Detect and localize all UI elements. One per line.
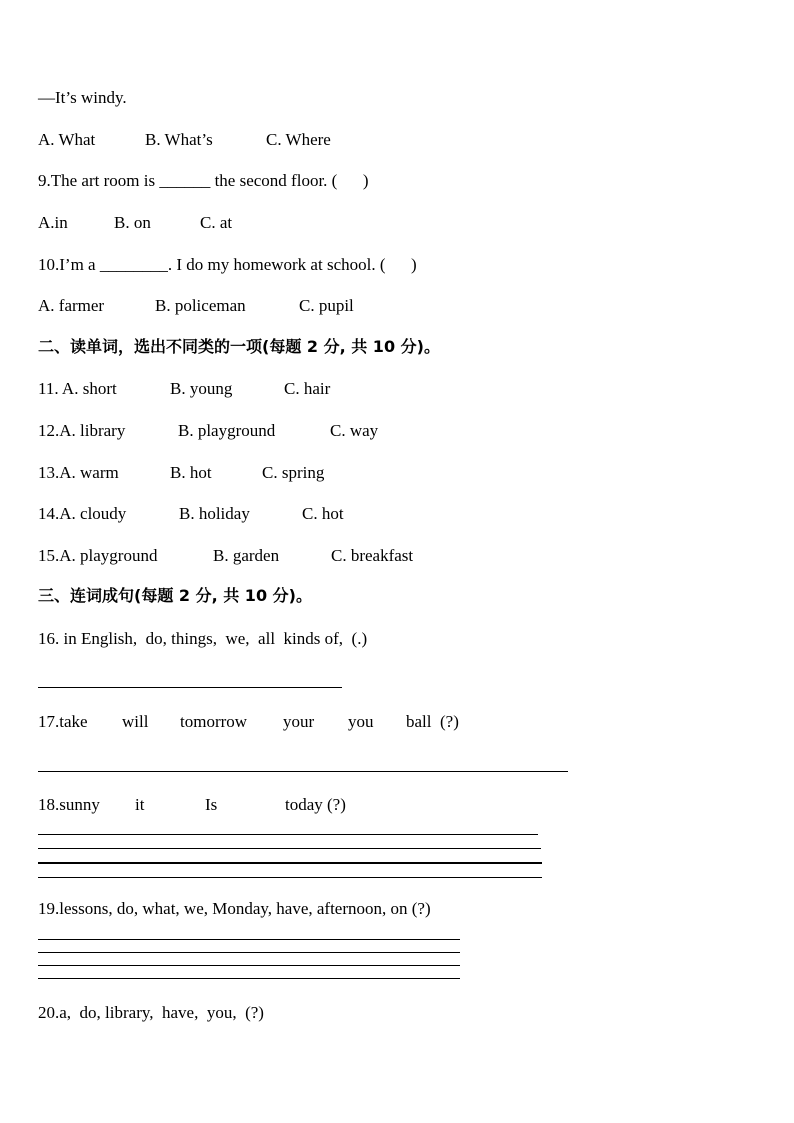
q9-option-c: C. at <box>200 213 233 232</box>
q16-words: 16. in English, do, things, we, all kinds of, (.) <box>38 629 368 648</box>
q17-word-3: tomorrow <box>180 712 248 731</box>
q9-stem: 9.The art room is ______ the second floor. ( ) <box>38 171 369 190</box>
q12-option-b: B. playground <box>178 421 276 440</box>
section-3-heading: 三、连词成句(每题 2 分, 共 10 分)。 <box>38 586 312 605</box>
q14-option-b: B. holiday <box>179 504 250 523</box>
q17-answer-line <box>38 771 568 772</box>
q17-word-4: your <box>283 712 315 731</box>
q8-option-a: A. What <box>38 130 96 149</box>
q11-option-c: C. hair <box>284 379 331 398</box>
q19-answer-line-1 <box>38 939 460 940</box>
q10-stem: 10.I’m a ________. I do my homework at school. ( ) <box>38 255 417 274</box>
q14-option-c: C. hot <box>302 504 344 523</box>
q12-option-c: C. way <box>330 421 379 440</box>
q19-answer-line-2 <box>38 952 460 953</box>
q8-answer-line: —It’s windy. <box>38 88 127 107</box>
q13-option-b: B. hot <box>170 463 212 482</box>
q10-option-a: A. farmer <box>38 296 105 315</box>
q20-words: 20.a, do, library, have, you, (?) <box>38 1003 264 1022</box>
q10-option-c: C. pupil <box>299 296 354 315</box>
q18-answer-line-1 <box>38 834 538 835</box>
q15-option-a: 15.A. playground <box>38 546 158 565</box>
q9-option-a: A.in <box>38 213 68 232</box>
q18-word-3: Is <box>205 795 218 814</box>
q18-word-1: 18.sunny <box>38 795 100 814</box>
q9-option-b: B. on <box>114 213 151 232</box>
section-2-heading: 二、读单词，选出不同类的一项(每题 2 分, 共 10 分)。 <box>38 337 440 356</box>
q18-word-4: today (?) <box>285 795 346 814</box>
q11-option-b: B. young <box>170 379 233 398</box>
q17-word-6: ball (?) <box>406 712 459 731</box>
q11-option-a: 11. A. short <box>38 379 117 398</box>
q13-option-c: C. spring <box>262 463 325 482</box>
q8-option-b: B. What’s <box>145 130 213 149</box>
q12-option-a: 12.A. library <box>38 421 126 440</box>
q19-answer-line-4 <box>38 978 460 979</box>
q15-option-b: B. garden <box>213 546 280 565</box>
q15-option-c: C. breakfast <box>331 546 414 565</box>
q19-answer-line-3 <box>38 965 460 966</box>
q17-word-1: 17.take <box>38 712 88 731</box>
q17-word-2: will <box>122 712 149 731</box>
q8-option-c: C. Where <box>266 130 331 149</box>
q18-answer-line-3 <box>38 862 542 864</box>
q18-answer-line-2 <box>38 848 541 849</box>
q18-word-2: it <box>135 795 145 814</box>
q10-option-b: B. policeman <box>155 296 246 315</box>
q16-answer-line <box>38 687 342 688</box>
q17-word-5: you <box>348 712 374 731</box>
q18-answer-line-4 <box>38 877 542 878</box>
q13-option-a: 13.A. warm <box>38 463 119 482</box>
q14-option-a: 14.A. cloudy <box>38 504 127 523</box>
q19-words: 19.lessons, do, what, we, Monday, have, afternoon, on (?) <box>38 899 431 918</box>
